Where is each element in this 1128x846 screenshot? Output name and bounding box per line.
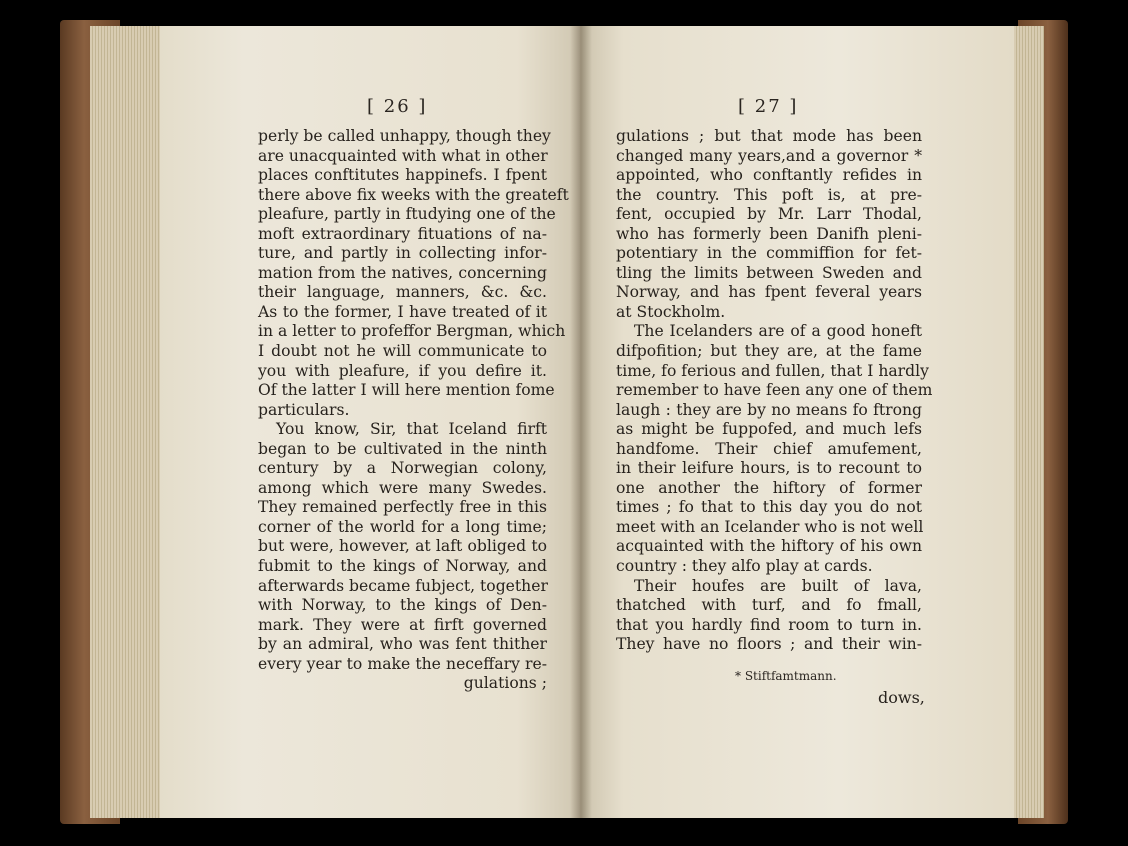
text-line: difpofition; but they are, at the fame bbox=[616, 342, 922, 361]
text-line: perly be called unhappy, though they bbox=[258, 127, 551, 145]
text-line: I doubt not he will communicate to bbox=[258, 342, 547, 361]
text-line: mation from the natives, concerning bbox=[258, 263, 547, 282]
text-line: fubmit to the kings of Norway, and bbox=[258, 557, 547, 576]
page-edges-left bbox=[90, 26, 160, 818]
catchword-left: gulations ; bbox=[463, 674, 547, 693]
text-line: changed many years,and a governor * bbox=[616, 146, 922, 165]
text-line: tling the limits between Sweden and bbox=[616, 263, 922, 282]
page-number-left: [ 26 ] bbox=[367, 96, 428, 117]
text-line: thatched with turf, and fo fmall, bbox=[616, 596, 922, 615]
text-line: They remained perfectly free in this bbox=[258, 498, 547, 517]
text-line: The Icelanders are of a good honeft bbox=[634, 322, 922, 341]
text-line: afterwards became fubject, together bbox=[258, 576, 548, 595]
catchword-right: dows, bbox=[878, 688, 925, 707]
text-line: century by a Norwegian colony, bbox=[258, 459, 547, 478]
text-line: handfome. Their chief amufement, bbox=[616, 439, 922, 458]
text-line: You know, Sir, that Iceland firft bbox=[276, 420, 547, 439]
text-line: particulars. bbox=[258, 400, 350, 419]
text-line: potentiary in the commiffion for fet- bbox=[616, 244, 922, 263]
text-line: that you hardly find room to turn in. bbox=[616, 615, 922, 634]
text-line: As to the former, I have treated of it bbox=[258, 302, 547, 321]
text-line: with Norway, to the kings of Den- bbox=[258, 596, 547, 615]
text-line: acquainted with the hiftory of his own bbox=[616, 537, 922, 556]
text-line: in their leifure hours, is to recount to bbox=[616, 459, 922, 478]
footnote: * Stiftfamtmann. bbox=[735, 669, 837, 683]
text-line: you with pleafure, if you defire it. bbox=[258, 361, 547, 380]
text-line: ture, and partly in collecting infor- bbox=[258, 244, 547, 263]
text-line: there above fix weeks with the greateft bbox=[258, 185, 569, 204]
text-line: country : they alfo play at cards. bbox=[616, 557, 873, 576]
text-line: fent, occupied by Mr. Larr Thodal, bbox=[616, 205, 922, 224]
text-line: Norway, and has fpent feveral years bbox=[616, 283, 922, 302]
text-line: pleafure, partly in ftudying one of the bbox=[258, 205, 556, 224]
text-line: began to be cultivated in the ninth bbox=[258, 439, 547, 458]
left-page-text bbox=[258, 127, 569, 694]
text-line: but were, however, at laft obliged to bbox=[258, 537, 547, 556]
text-line: Their houfes are built of lava, bbox=[634, 576, 922, 595]
text-line: their language, manners, &c. &c. bbox=[258, 283, 547, 302]
text-line: in a letter to profeffor Bergman, which bbox=[258, 322, 566, 341]
text-line: gulations ; but that mode has been bbox=[616, 127, 922, 145]
text-line: meet with an Icelander who is not well bbox=[616, 517, 924, 536]
page-number-right: [ 27 ] bbox=[738, 96, 799, 117]
text-line: Of the latter I will here mention fome bbox=[258, 381, 555, 400]
text-line: among which were many Swedes. bbox=[258, 478, 547, 497]
text-line: laugh : they are by no means fo ftrong bbox=[616, 400, 922, 419]
text-line: time, fo ferious and fullen, that I hardly bbox=[616, 361, 929, 380]
text-line: appointed, who conftantly refides in bbox=[616, 166, 922, 185]
page-edges-right bbox=[1014, 26, 1044, 818]
text-line: times ; fo that to this day you do not bbox=[616, 498, 922, 517]
right-page-text bbox=[616, 127, 933, 655]
text-line: They have no floors ; and their win- bbox=[616, 635, 922, 654]
text-line: places conftitutes happinefs. I fpent bbox=[258, 166, 547, 185]
text-line: mark. They were at firft governed bbox=[258, 615, 547, 634]
text-line: the country. This poft is, at pre- bbox=[616, 185, 922, 204]
text-line: who has formerly been Danifh pleni- bbox=[616, 224, 922, 243]
book-gutter bbox=[570, 26, 592, 818]
text-line: every year to make the neceffary re- bbox=[258, 654, 547, 673]
text-line: moft extraordinary fituations of na- bbox=[258, 224, 547, 243]
text-line: as might be fuppofed, and much lefs bbox=[616, 420, 922, 439]
text-line: at Stockholm. bbox=[616, 302, 726, 321]
text-line: corner of the world for a long time; bbox=[258, 517, 547, 536]
text-line: by an admiral, who was fent thither bbox=[258, 635, 547, 654]
text-line: remember to have feen any one of them bbox=[616, 381, 933, 400]
text-line: one another the hiftory of former bbox=[616, 478, 922, 497]
text-line: are unacquainted with what in other bbox=[258, 146, 548, 165]
